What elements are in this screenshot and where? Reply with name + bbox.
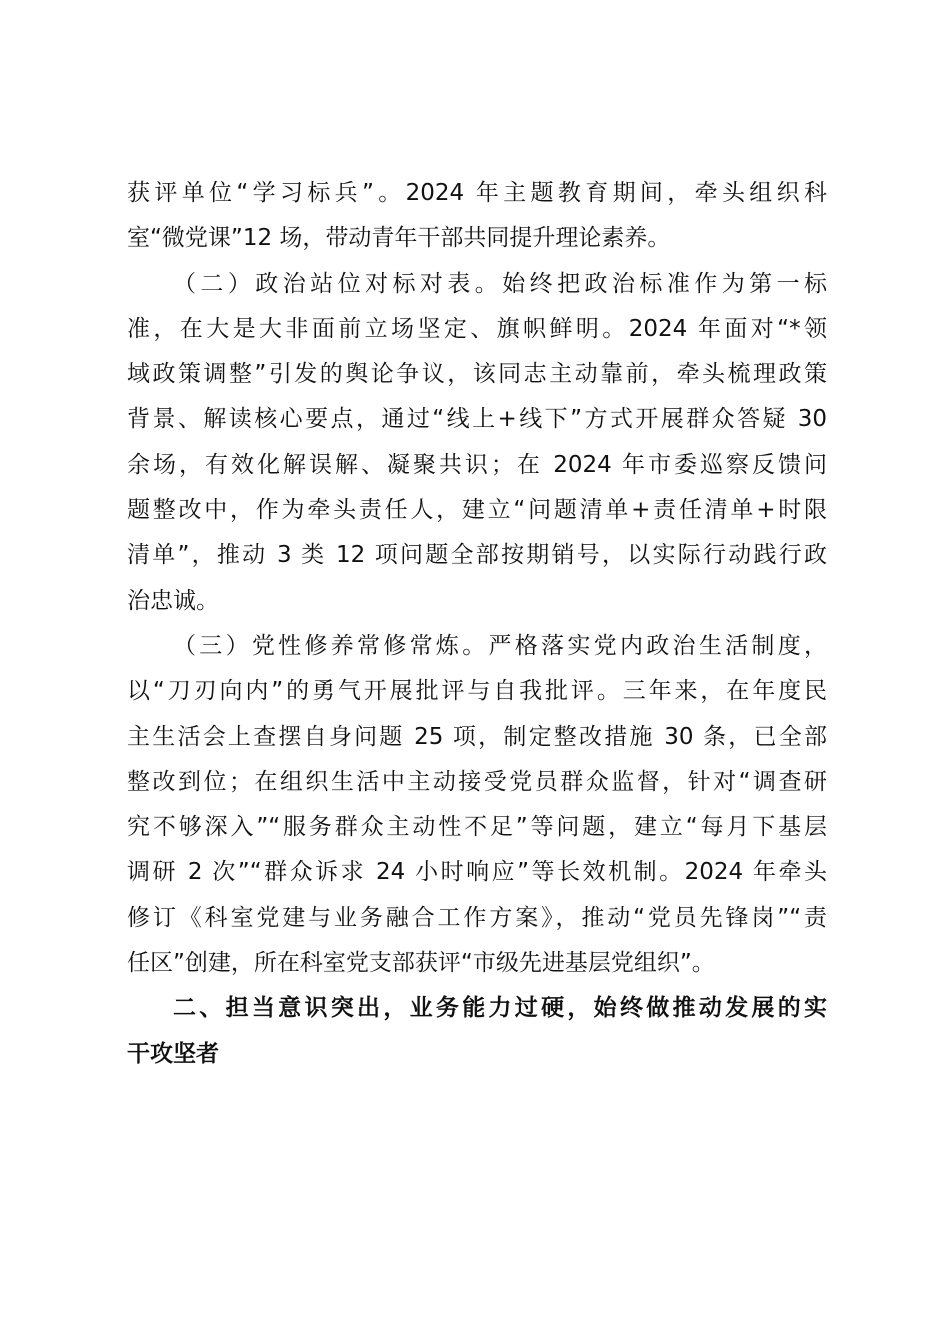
text-line: 整改到位；在组织生活中主动接受党员群众监督，针对“调查研 (127, 768, 827, 795)
text-line: 准，在大是大非面前立场坚定、旗帜鲜明。2024 年面对“*领 (127, 315, 827, 342)
text-line: 治忠诚。 (127, 587, 219, 614)
section-heading: 二、担当意识突出，业务能力过硬，始终做推动发展的实 (173, 995, 827, 1022)
section-heading-continuation: 干攻坚者 (127, 1040, 219, 1067)
document-body (127, 171, 827, 1077)
text-line: 清单”，推动 3 类 12 项问题全部按期销号，以实际行动践行政 (127, 542, 827, 569)
text-line: 域政策调整”引发的舆论争议，该同志主动靠前，牵头梳理政策 (127, 361, 827, 388)
text-line: 余场，有效化解误解、凝聚共识；在 2024 年市委巡察反馈问 (127, 451, 827, 478)
text-line: 任区”创建，所在科室党支部获评“市级先进基层党组织”。 (127, 950, 715, 977)
text-line: 获评单位“学习标兵”。2024 年主题教育期间，牵头组织科 (127, 180, 827, 206)
text-line: 室“微党课”12 场，带动青年干部共同提升理论素养。 (127, 225, 671, 252)
paragraph-start-line: （二）政治站位对标对表。始终把政治标准作为第一标 (173, 270, 827, 297)
paragraph-start-line: （三）党性修养常修常炼。严格落实党内政治生活制度， (173, 632, 827, 659)
text-line: 背景、解读核心要点，通过“线上+线下”方式开展群众答疑 30 (127, 406, 827, 433)
text-line: 究不够深入”“服务群众主动性不足”等问题，建立“每月下基层 (127, 814, 827, 841)
text-line: 题整改中，作为牵头责任人，建立“问题清单+责任清单+时限 (127, 497, 827, 524)
text-line: 调研 2 次”“群众诉求 24 小时响应”等长效机制。2024 年牵头 (127, 859, 827, 886)
text-line: 主生活会上查摆自身问题 25 项，制定整改措施 30 条，已全部 (127, 723, 827, 750)
text-line: 修订《科室党建与业务融合工作方案》，推动“党员先锋岗”“责 (127, 904, 827, 931)
text-line: 以“刀刃向内”的勇气开展批评与自我批评。三年来，在年度民 (127, 678, 827, 705)
